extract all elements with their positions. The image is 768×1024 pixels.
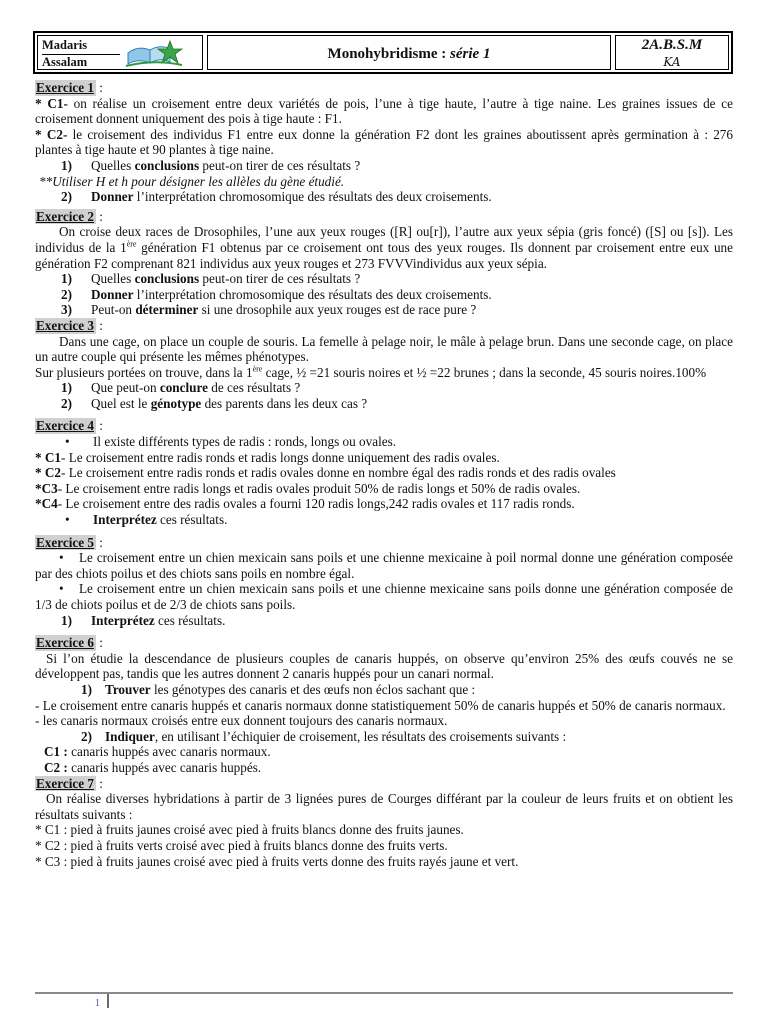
header-box	[33, 31, 733, 74]
footer-divider	[107, 994, 109, 1008]
ex1-cross-2: * C2- le croisement des individus F1 entre eux donne la génération F2 dont les graines aboutissent après germination à : 276 plantes à tige haute et 90 plantes à tige naine.	[35, 126, 733, 158]
title-cell	[207, 35, 611, 70]
ex6-question-1: 1) Trouver les génotypes des canaris et des œufs non éclos sachant que :	[81, 681, 476, 697]
exercise-5-heading: Exercice 5 :	[36, 534, 103, 550]
ex5-bullet-1: • Le croisement entre un chien mexicain sans poils et une chienne mexicaine à poil normal donne une génération composée par des chiots poilus et des chiots sans poils en nombre égal.	[35, 550, 733, 581]
exercise-6-heading: Exercice 6 :	[36, 635, 103, 651]
ex1-note: **Utiliser H et h pour désigner les allèles du gène étudié.	[39, 173, 345, 189]
school-cell	[37, 35, 203, 70]
ex4-intro: • Il existe différents types de radis : ronds, longs ou ovales.	[65, 434, 397, 450]
school-name	[42, 37, 87, 71]
series-label: série 1	[450, 46, 491, 62]
ex2-question-1: 1) Quelles conclusions peut-on tirer de ces résultats ?	[61, 271, 361, 287]
ex4-cross-1: * C1- Le croisement entre radis ronds et radis longs donne uniquement des radis ovales.	[35, 449, 500, 465]
exercise-7-heading: Exercice 7 :	[36, 775, 103, 791]
ex7-cross-3: * C3 : pied à fruits jaunes croisé avec pied à fruits verts donne des fruits rayés jaune et vert.	[35, 853, 519, 869]
ex3-question-2: 2) Quel est le génotype des parents dans les deux cas ?	[61, 395, 368, 411]
school-line1: Madaris	[42, 38, 88, 52]
ex6-condition-1: - Le croisement entre canaris huppés et canaris normaux donne statistiquement 50% de canaris huppés et 50% de canaris normaux.	[35, 697, 726, 713]
page-number: 1	[95, 998, 100, 1009]
ex6-question-2: 2) Indiquer, en utilisant l’échiquier de croisement, les résultats des croisements suivants :	[81, 728, 567, 744]
class-cell	[615, 35, 729, 70]
ex7-cross-2: * C2 : pied à fruits verts croisé avec pied à fruits blancs donne des fruits verts.	[35, 837, 448, 853]
ex4-cross-4: *C4- Le croisement entre des radis ovales a fourni 120 radis longs,242 radis ovales et 117 radis ronds.	[35, 496, 575, 512]
ex3-question-1: 1) Que peut-on conclure de ces résultats ?	[61, 380, 301, 396]
exercise-3-heading: Exercice 3 :	[36, 317, 103, 333]
class-code: 2A.B.S.M	[641, 37, 703, 53]
ex1-question-1: 1) Quelles conclusions peut-on tirer de ces résultats ?	[61, 157, 361, 173]
ex6-statement: Si l’on étudie la descendance de plusieurs couples de canaris huppés, on observe qu’environ 25% des œufs couvés ne se développent pas, tandis que les autres donnent 2 canaris huppés pour un canari normal.	[35, 650, 733, 682]
ex1-question-2: 2) Donner l’interprétation chromosomique des résultats des deux croisements.	[61, 189, 492, 205]
ex6-condition-2: - les canaris normaux croisés entre eux donnent toujours des canaris normaux.	[35, 713, 448, 729]
ex2-question-2: 2) Donner l’interprétation chromosomique des résultats des deux croisements.	[61, 286, 492, 302]
teacher-signature: KA	[663, 55, 681, 69]
ex7-statement: On réalise diverses hybridations à partir de 3 lignées pures de Courges différant par la couleur de leurs fruits et on obtient les résultats suivants :	[35, 791, 733, 822]
ex6-cross-1: C1 : canaris huppés avec canaris normaux.	[44, 744, 271, 760]
exercise-4-heading: Exercice 4 :	[36, 418, 103, 434]
ex6-cross-2: C2 : canaris huppés avec canaris huppés.	[44, 759, 262, 775]
ex4-cross-2: * C2- Le croisement entre radis ronds et radis ovales donne en nombre égal des radis ronds et des radis ovales	[35, 465, 616, 481]
ex3-results: Sur plusieurs portées on trouve, dans la 1ère cage, ½ =21 souris noires et ½ =22 brunes ; dans la seconde, 45 souris noires.100%	[35, 364, 707, 380]
ex2-statement: On croise deux races de Drosophiles, l’une aux yeux rouges ([R] ou[r]), l’autre aux yeux sépia (gris foncé) ([S] ou [s]). Les individus de la 1ère génération F1 obtenus par ce croisement ont tous des yeux rouges. Ils donnent par croisement entre eux une génération F2 comprenant 821 individus aux yeux rouges et 273 FVVVindividus aux yeux sépia.	[35, 224, 733, 271]
ex7-cross-1: * C1 : pied à fruits jaunes croisé avec pied à fruits blancs donne des fruits jaunes.	[35, 822, 464, 838]
page-footer	[35, 992, 733, 1009]
exercise-1-heading: Exercice 1 :	[36, 80, 103, 95]
ex4-cross-3: *C3- Le croisement entre radis longs et radis ovales produit 50% de radis longs et 50% de radis ovales.	[35, 480, 581, 496]
exercise-2-heading: Exercice 2 :	[36, 208, 103, 224]
ex5-question-1: 1) Interprétez ces résultats.	[61, 612, 226, 628]
ex4-task: • Interprétez ces résultats.	[65, 512, 228, 528]
school-line2: Assalam	[42, 55, 88, 69]
page-title: Monohybridisme : série 1	[327, 46, 491, 62]
ex2-question-3: 3) Peut-on déterminer si une drosophile aux yeux rouges est de race pure ?	[61, 302, 477, 318]
worksheet-content	[35, 80, 733, 869]
ex3-statement: Dans une cage, on place un couple de souris. La femelle à pelage noir, le mâle à pelage brun. Dans une seconde cage, on place un autre couple qui présente les mêmes phénotypes.	[35, 333, 733, 365]
ex5-bullet-2: • Le croisement entre un chien mexicain sans poils et une chienne mexicaine sans poils donne une génération composée de 1/3 de chiots poilus et de 2/3 de chiots sans poils.	[35, 581, 733, 612]
book-star-logo-icon	[124, 39, 184, 69]
ex1-cross-1: * C1- on réalise un croisement entre deux variétés de pois, l’une à tige haute, l’autre à tige naine. Les graines issues de ce croisement donnent uniquement des pois à tige haute : F1.	[35, 95, 733, 127]
